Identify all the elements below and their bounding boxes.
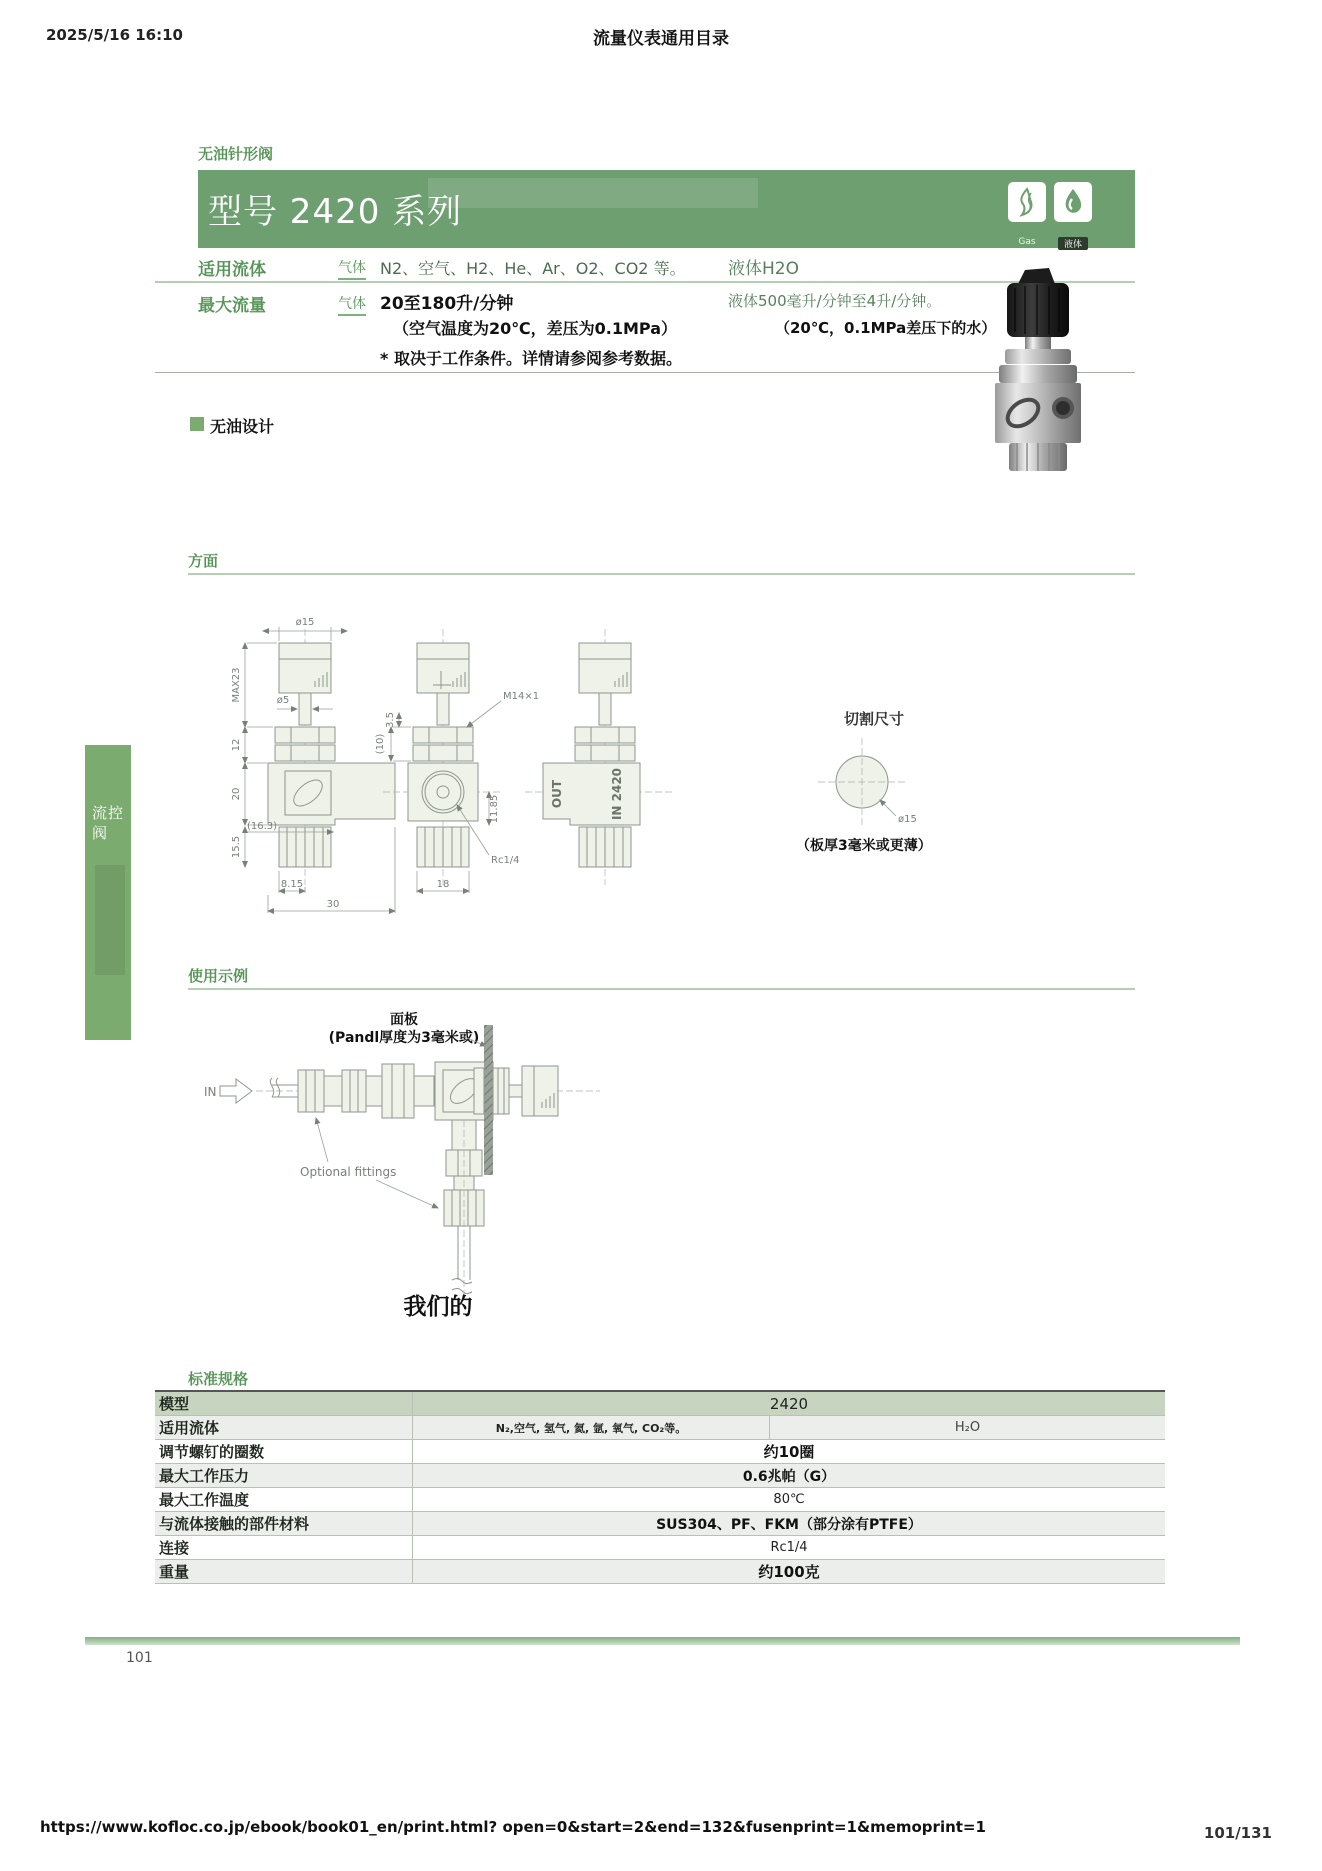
footer-rule [85, 1637, 1240, 1645]
table-row [155, 1464, 1165, 1488]
row-value: Rc1/4 [770, 1540, 808, 1555]
usage-caption: 我们的 [403, 1294, 473, 1320]
table-row [155, 1536, 1165, 1560]
sidebar-tab-label: 流控阀 [92, 804, 125, 843]
svg-text:11.85: 11.85 [489, 794, 500, 824]
svg-text:Rc1/4: Rc1/4 [491, 855, 520, 866]
row-value: 80℃ [773, 1492, 805, 1507]
row-label: 重量 [155, 1560, 413, 1583]
usage-heading: 使用示例 [188, 967, 249, 985]
flow-gas-condition: （空气温度为20℃，差压为0.1MPa） [393, 319, 678, 338]
flow-gas-value: 20至180升/分钟 [380, 294, 514, 314]
svg-text:M14×1: M14×1 [503, 691, 540, 702]
row-label: 最大工作温度 [155, 1488, 413, 1511]
svg-text:ø5: ø5 [276, 695, 290, 706]
row-value: 0.6兆帕（G） [742, 1468, 836, 1485]
gas-icon [1008, 182, 1046, 247]
row-value-gas: N₂,空气, 氢气, 氦, 氩, 氧气, CO₂等。 [413, 1416, 770, 1439]
table-row-fluids [155, 1416, 1165, 1440]
fluids-gas-tag: 气体 [338, 257, 366, 280]
panel-label: 面板 [390, 1012, 418, 1028]
valve-front-view [231, 617, 395, 913]
product-title-banner [198, 170, 1135, 248]
svg-text:15.5: 15.5 [231, 835, 242, 859]
svg-text:MAX23: MAX23 [231, 667, 242, 703]
svg-text:8.15: 8.15 [280, 879, 304, 890]
liquid-icon-label: 液体 [1058, 237, 1088, 250]
row-label: 最大工作压力 [155, 1464, 413, 1487]
panel-bar [484, 1025, 493, 1175]
feature-bullet [190, 417, 204, 431]
row-label: 调节螺钉的圈数 [155, 1440, 413, 1463]
svg-text:20: 20 [231, 787, 242, 801]
svg-text:12: 12 [231, 738, 242, 752]
document-title: 流量仪表通用目录 [593, 29, 729, 49]
table-row [155, 1488, 1165, 1512]
footer-page-number: 101 [126, 1650, 153, 1666]
product-photo [985, 268, 1090, 473]
banner-highlight [428, 178, 758, 208]
footer-url: https://www.kofloc.co.jp/ebook/book01_en/print.html? open=0&start=2&end=132&fusenprint=1&memoprint=1 [40, 1818, 986, 1836]
product-title: 型号 2420 系列 [208, 192, 463, 232]
flow-liquid-value: 液体500毫升/分钟至4升/分钟。 [728, 292, 942, 310]
sidebar-tab-flow-control-valve[interactable] [85, 745, 131, 1040]
svg-text:(10): (10) [375, 733, 386, 755]
row-label: 模型 [155, 1392, 413, 1415]
optional-fittings-label: Optional fittings [300, 1165, 397, 1179]
table-row [155, 1560, 1165, 1584]
print-datetime: 2025/5/16 16:10 [46, 26, 183, 44]
svg-text:ø15: ø15 [898, 814, 917, 825]
svg-text:3.5: 3.5 [385, 712, 396, 728]
liquid-icon [1054, 182, 1092, 250]
panel-sublabel: (Pandl厚度为3毫米或) [328, 1030, 480, 1046]
footer-page-indicator: 101/131 [1203, 1824, 1272, 1842]
svg-text:(16.3): (16.3) [247, 821, 278, 832]
svg-text:切割尺寸: 切割尺寸 [844, 710, 905, 728]
svg-text:18: 18 [436, 879, 450, 890]
flow-note: * 取决于工作条件。详情请参阅参考数据。 [380, 349, 682, 368]
fluids-row-label: 适用流体 [198, 260, 266, 280]
svg-text:30: 30 [326, 899, 340, 910]
usage-drawing [180, 1000, 800, 1330]
feature-oil-free: 无油设计 [210, 417, 275, 436]
svg-text:ø15: ø15 [295, 617, 315, 628]
dims-heading: 方面 [188, 552, 219, 570]
row-value: 2420 [769, 1394, 809, 1413]
row-label: 连接 [155, 1536, 413, 1559]
fluids-liquid-value: 液体H2O [728, 259, 799, 279]
table-row [155, 1440, 1165, 1464]
table-row [155, 1512, 1165, 1536]
flow-liquid-condition: （20℃，0.1MPa差压下的水） [775, 319, 997, 337]
row-label: 与流体接触的部件材料 [155, 1512, 413, 1535]
row-value: SUS304、PF、FKM（部分涂有PTFE） [656, 1516, 922, 1533]
table-row-model [155, 1392, 1165, 1416]
valve-back-view [525, 629, 675, 885]
cutout-diagram [796, 710, 932, 854]
row-label: 适用流体 [155, 1416, 413, 1439]
svg-text:（板厚3毫米或更薄）: （板厚3毫米或更薄） [796, 838, 932, 854]
flow-row-label: 最大流量 [198, 296, 266, 316]
divider [188, 573, 1135, 575]
product-category: 无油针形阀 [198, 145, 274, 163]
valve-side-view [375, 629, 539, 893]
specs-heading: 标准规格 [188, 1370, 249, 1388]
specs-table [155, 1390, 1165, 1584]
sidebar-tab-shade [95, 865, 125, 975]
in-label: IN [204, 1085, 217, 1099]
dimension-drawing [180, 588, 970, 958]
row-value: 约10圈 [763, 1443, 815, 1461]
divider [188, 988, 1135, 990]
svg-text:IN 2420: IN 2420 [610, 767, 624, 821]
row-value: 约100克 [758, 1563, 820, 1581]
gas-icon-label: Gas [1018, 237, 1036, 247]
fluids-gas-value: N2、空气、H2、He、Ar、O2、CO2 等。 [380, 259, 686, 278]
svg-text:OUT: OUT [550, 779, 564, 809]
flow-gas-tag: 气体 [338, 293, 366, 316]
in-arrow-icon [220, 1079, 252, 1103]
row-value-liquid: H₂O [954, 1420, 981, 1435]
